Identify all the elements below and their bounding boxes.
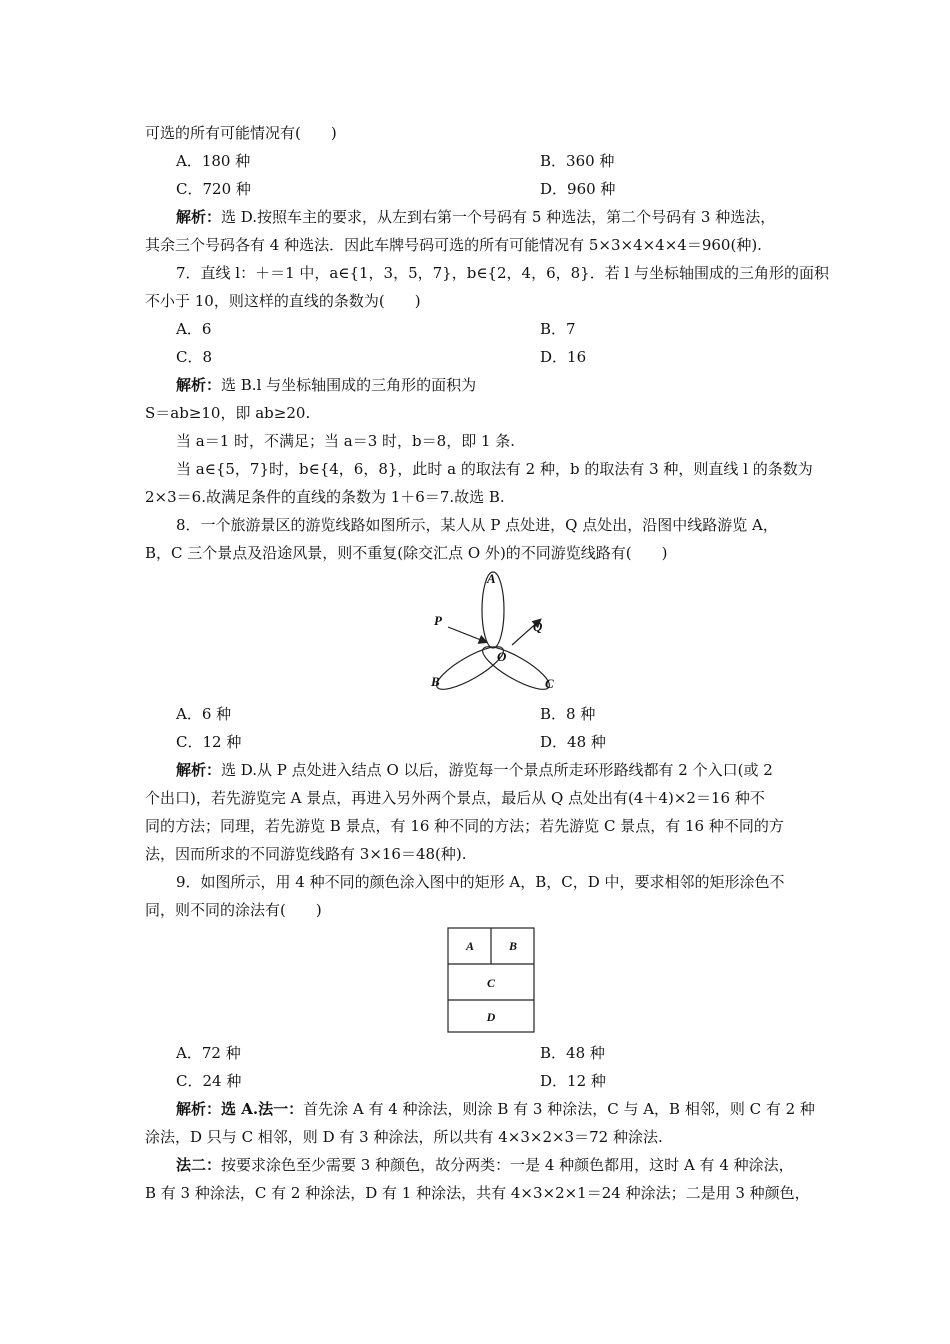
q9-method2-text-1: 按要求涂色至少需要 3 种颜色，故分两类：一是 4 种颜色都用，这时 A 有 4 种涂法， bbox=[221, 1156, 794, 1174]
q8-solution-label: 解析： bbox=[176, 761, 222, 779]
q9-method2-line-1 bbox=[176, 1155, 794, 1175]
route-from-p bbox=[448, 627, 486, 642]
q8-option-b: B．8 种 bbox=[540, 705, 596, 723]
q6-option-b: B．360 种 bbox=[540, 152, 615, 170]
q6-option-c: C．720 种 bbox=[176, 180, 251, 198]
tour-route-figure bbox=[420, 565, 570, 695]
label-c: C bbox=[545, 676, 554, 691]
q9-option-b: B．48 种 bbox=[540, 1044, 605, 1062]
q6-solution-text-1: 选 D.按照车主的要求，从左到右第一个号码有 5 种选法，第二个号码有 3 种选法， bbox=[221, 208, 776, 226]
q8-stem-line-2: B，C 三个景点及沿途风景，则不重复(除交汇点 O 外)的不同游览线路有( ) bbox=[145, 544, 668, 562]
q7-option-a: A．6 bbox=[176, 320, 212, 338]
q7-stem-line-2: 不小于 10，则这样的直线的条数为( ) bbox=[145, 292, 421, 310]
label-o: O bbox=[497, 649, 507, 664]
q9-stem-line-2: 同，则不同的涂法有( ) bbox=[145, 901, 322, 919]
label-q: Q bbox=[533, 619, 543, 634]
q8-solution-text-1: 选 D.从 P 点处进入结点 O 以后，游览每一个景点所走环形路线都有 2 个入口(或 2 bbox=[221, 761, 773, 779]
q8-solution-line-2: 个出口)，若先游览完 A 景点，再进入另外两个景点，最后从 Q 点处出有(4＋4)×2＝16 种不 bbox=[145, 789, 765, 807]
q6-solution-label: 解析： bbox=[176, 208, 222, 226]
q6-option-d: D．960 种 bbox=[540, 180, 616, 198]
q7-solution-label: 解析： bbox=[176, 376, 222, 394]
q7-stem-line-1: 7．直线 l：＋＝1 中，a∈{1，3，5，7}，b∈{2，4，6，8}．若 l 与坐标轴围成的三角形的面积 bbox=[176, 264, 830, 282]
q7-solution-text-1: 选 B.l 与坐标轴围成的三角形的面积为 bbox=[221, 376, 477, 394]
cell-c-label: C bbox=[486, 976, 496, 990]
q9-option-c: C．24 种 bbox=[176, 1072, 242, 1090]
q9-solution-method1-head: 选 A.法一： bbox=[221, 1100, 304, 1118]
q7-solution-line-5: 2×3＝6.故满足条件的直线的条数为 1＋6＝7.故选 B. bbox=[145, 488, 505, 506]
q9-solution-line-1 bbox=[176, 1099, 815, 1119]
q9-method2-line-2: B 有 3 种涂法，C 有 2 种涂法，D 有 1 种涂法，共有 4×3×2×1＝24 种涂法；二是用 3 种颜色， bbox=[145, 1184, 810, 1202]
label-a: A bbox=[487, 571, 496, 586]
cell-d-label: D bbox=[486, 1010, 496, 1024]
q7-solution-line-3: 当 a＝1 时，不满足；当 a＝3 时，b＝8，即 1 条. bbox=[176, 432, 516, 450]
label-p: P bbox=[434, 613, 442, 628]
q7-option-b: B．7 bbox=[540, 320, 576, 338]
rectangle-grid-figure bbox=[447, 927, 537, 1035]
q9-option-a: A．72 种 bbox=[176, 1044, 241, 1062]
q6-solution-line-2: 其余三个号码各有 4 种选法．因此车牌号码可选的所有可能情况有 5×3×4×4×4＝960(种). bbox=[145, 236, 762, 254]
q7-solution-line-4: 当 a∈{5，7}时，b∈{4，6，8}，此时 a 的取法有 2 种，b 的取法有 3 种，则直线 l 的条数为 bbox=[176, 460, 813, 478]
q8-solution-line-3: 同的方法；同理，若先游览 B 景点，有 16 种不同的方法；若先游览 C 景点，有 16 种不同的方 bbox=[145, 817, 784, 835]
q9-stem-line-1: 9．如图所示，用 4 种不同的颜色涂入图中的矩形 A，B，C，D 中，要求相邻的矩形涂色不 bbox=[176, 873, 785, 891]
q6-stem-tail: 可选的所有可能情况有( ) bbox=[145, 124, 337, 142]
q6-solution-line-1 bbox=[176, 207, 775, 227]
q9-method2-label: 法二： bbox=[176, 1156, 222, 1174]
q7-solution-line-1 bbox=[176, 375, 476, 395]
q7-option-d: D．16 bbox=[540, 348, 587, 366]
q8-stem-line-1: 8．一个旅游景区的游览线路如图所示，某人从 P 点处进，Q 点处出，沿图中线路游览 A， bbox=[176, 516, 778, 534]
q8-solution-line-4: 法，因而所求的不同游览线路有 3×16＝48(种). bbox=[145, 845, 467, 863]
q9-solution-line-2: 涂法，D 只与 C 相邻，则 D 有 3 种涂法，所以共有 4×3×2×3＝72 种涂法. bbox=[145, 1128, 663, 1146]
q6-option-a: A．180 种 bbox=[176, 152, 251, 170]
cell-b-label: B bbox=[508, 939, 518, 953]
q9-solution-label: 解析： bbox=[176, 1100, 222, 1118]
label-b: B bbox=[431, 674, 440, 689]
cell-a-label: A bbox=[465, 939, 475, 953]
q8-option-c: C．12 种 bbox=[176, 733, 242, 751]
q7-solution-line-2: S＝ab≥10，即 ab≥20. bbox=[145, 404, 311, 422]
q8-solution-line-1 bbox=[176, 760, 773, 780]
q7-option-c: C．8 bbox=[176, 348, 213, 366]
q9-option-d: D．12 种 bbox=[540, 1072, 606, 1090]
q8-option-d: D．48 种 bbox=[540, 733, 606, 751]
q8-option-a: A．6 种 bbox=[176, 705, 232, 723]
q9-solution-text-1: 首先涂 A 有 4 种涂法，则涂 B 有 3 种涂法，C 与 A，B 相邻，则 C 有 2 种 bbox=[303, 1100, 815, 1118]
